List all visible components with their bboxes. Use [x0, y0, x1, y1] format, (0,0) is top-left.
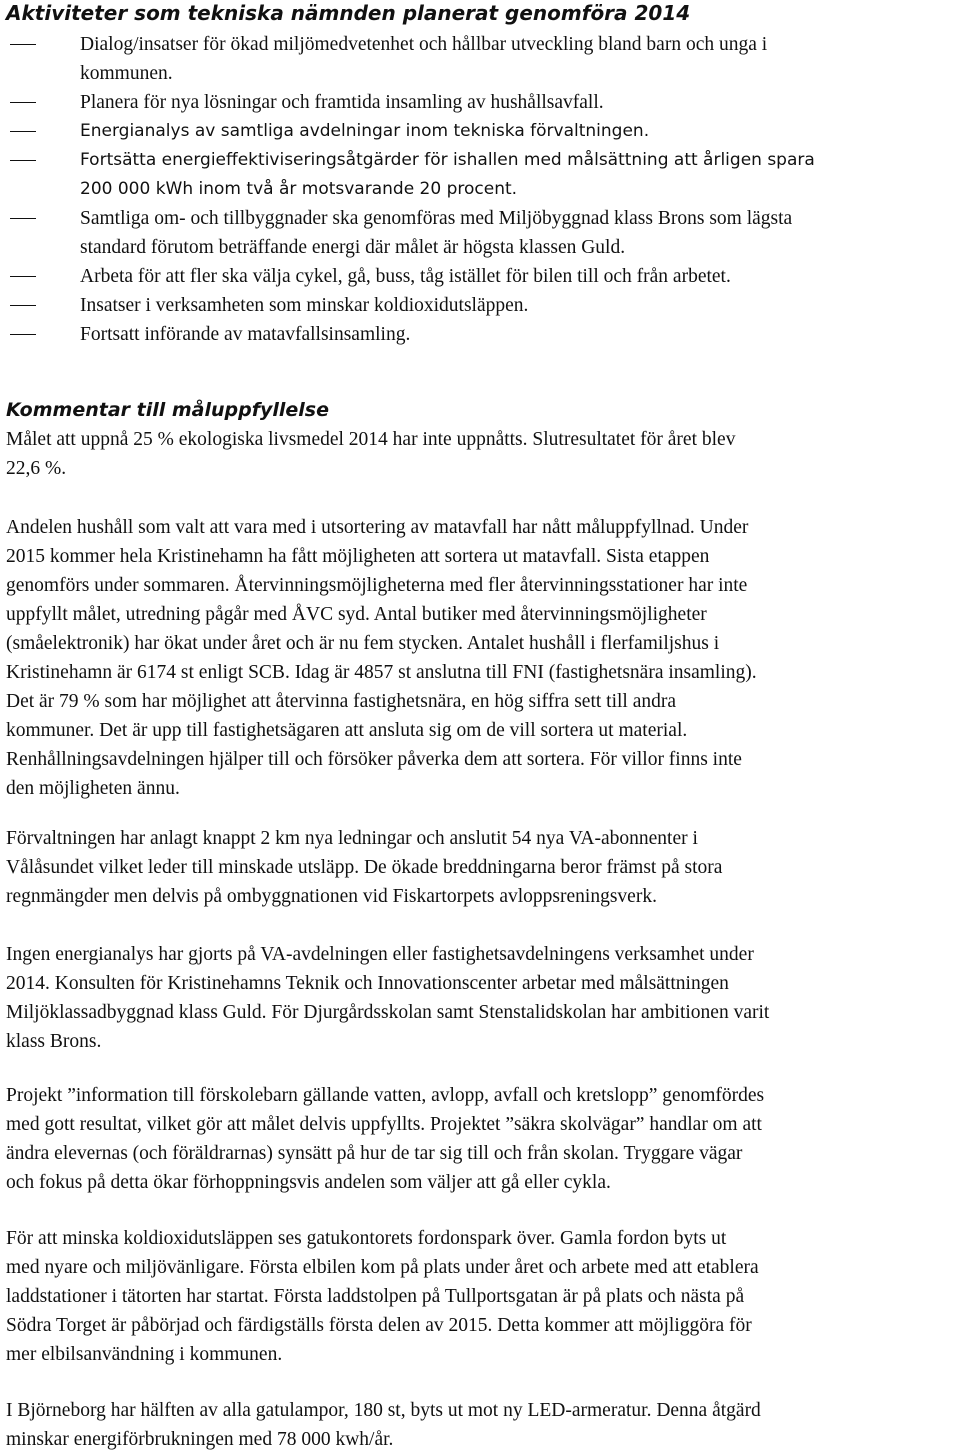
paragraph-line: Förvaltningen har anlagt knappt 2 km nya ledningar och anslutit 54 nya VA-abonnenter i [6, 828, 698, 849]
paragraph [6, 513, 960, 803]
paragraph-line: laddstationer i tätorten har startat. Första laddstolpen på Tullportsgatan är på plats och nästa på [6, 1286, 745, 1307]
dash-bullet-icon [10, 117, 50, 146]
paragraph-line: Andelen hushåll som valt att vara med i utsortering av matavfall har nått måluppfyllnad. Under [6, 517, 749, 538]
list-item [0, 117, 960, 146]
list-item-line: Fortsätta energieffektiviseringsåtgärder för ishallen med målsättning att årligen spara [80, 150, 815, 170]
dash-bullet-icon [10, 262, 50, 291]
paragraph-line: ändra elevernas (och föräldrarnas) synsätt på hur de tar sig till och från skolan. Tryggare vägar [6, 1143, 743, 1164]
list-item-line: Fortsatt införande av matavfallsinsamling. [80, 324, 411, 345]
paragraph-line: mer elbilsanvändning i kommunen. [6, 1344, 283, 1365]
list-item [0, 88, 960, 117]
list-item-line: Insatser i verksamheten som minskar koldioxidutsläppen. [80, 295, 529, 316]
paragraph-line: Vålåsundet vilket leder till minskade utsläpp. De ökade breddningarna beror främst på stora [6, 857, 723, 878]
paragraph [6, 1081, 960, 1197]
paragraph-line: För att minska koldioxidutsläppen ses gatukontorets fordonspark över. Gamla fordon byts ut [6, 1228, 727, 1249]
paragraph-line: uppfyllt målet, utredning pågår med ÅVC syd. Antal butiker med återvinningsmöjligheter [6, 604, 707, 625]
paragraph-line: I Björneborg har hälften av alla gatulampor, 180 st, byts ut mot ny LED-armeratur. Denna åtgärd [6, 1400, 761, 1421]
list-item [0, 146, 960, 204]
dash-bullet-icon [10, 88, 50, 117]
paragraph-line: genomförs under sommaren. Återvinningsmöjligheterna med fler återvinningsstationer har inte [6, 575, 748, 596]
section-heading-activities: Aktiviteter som tekniska nämnden planerat genomföra 2014 [6, 1, 691, 25]
paragraph-line: 2014. Konsulten för Kristinehamns Teknik och Innovationscenter arbetar med målsättningen [6, 973, 729, 994]
paragraph [6, 940, 960, 1056]
paragraph-line: (småelektronik) har ökat under året och är nu fem stycken. Antalet hushåll i flerfamiljshus i [6, 633, 720, 654]
list-item [0, 320, 960, 349]
paragraph [6, 824, 960, 911]
paragraph [6, 1396, 960, 1454]
paragraph-line: kommuner. Det är upp till fastighetsägaren att ansluta sig om de vill sortera ut material. [6, 720, 688, 741]
paragraph-line: regnmängder men delvis på ombyggnationen vid Fiskartorpets avloppsreningsverk. [6, 886, 657, 907]
list-item-line: Energianalys av samtliga avdelningar inom tekniska förvaltningen. [80, 121, 650, 141]
list-item [0, 30, 960, 88]
list-item-line: Arbeta för att fler ska välja cykel, gå, buss, tåg istället för bilen till och från arbetet. [80, 266, 731, 287]
paragraph-line: Projekt ”information till förskolebarn gällande vatten, avlopp, avfall och kretslopp” genomfördes [6, 1085, 765, 1106]
list-item-line: Planera för nya lösningar och framtida insamling av hushållsavfall. [80, 92, 604, 113]
list-item-line: Samtliga om- och tillbyggnader ska genomföras med Miljöbyggnad klass Brons som lägsta [80, 208, 793, 229]
paragraph [6, 1224, 960, 1369]
dash-bullet-icon [10, 291, 50, 320]
paragraph-line: 2015 kommer hela Kristinehamn ha fått möjligheten att sortera ut matavfall. Sista etappen [6, 546, 710, 567]
paragraph-line: Ingen energianalys har gjorts på VA-avdelningen eller fastighetsavdelningens verksamhet under [6, 944, 754, 965]
activity-list [0, 30, 960, 349]
paragraph-line: Målet att uppnå 25 % ekologiska livsmedel 2014 har inte uppnåtts. Slutresultatet för året blev [6, 429, 736, 450]
paragraph-line: den möjligheten ännu. [6, 778, 180, 799]
list-item [0, 291, 960, 320]
list-item-line: standard förutom beträffande energi där målet är högsta klassen Guld. [80, 237, 626, 258]
paragraph [6, 425, 960, 483]
paragraph-line: med nyare och miljövänligare. Första elbilen kom på plats under året och arbete med att etablera [6, 1257, 759, 1278]
paragraph-line: och fokus på detta ökar förhoppningsvis andelen som väljer att gå eller cykla. [6, 1172, 611, 1193]
paragraph-line: Miljöklassadbyggnad klass Guld. För Djurgårdsskolan samt Stenstalidskolan har ambitionen varit [6, 1002, 770, 1023]
paragraph-line: Södra Torget är påbörjad och färdigställs första delen av 2015. Detta kommer att möjliggöra för [6, 1315, 752, 1336]
section-heading-comment: Kommentar till måluppfyllelse [6, 399, 329, 421]
paragraph-line: med gott resultat, vilket gör att målet delvis uppfyllts. Projektet ”säkra skolvägar” handlar om att [6, 1114, 762, 1135]
list-item [0, 204, 960, 262]
dash-bullet-icon [10, 146, 50, 175]
paragraph-line: klass Brons. [6, 1031, 102, 1052]
dash-bullet-icon [10, 320, 50, 349]
list-item-line: 200 000 kWh inom två år motsvarande 20 procent. [80, 179, 518, 199]
paragraph-line: 22,6 %. [6, 458, 67, 479]
dash-bullet-icon [10, 30, 50, 59]
dash-bullet-icon [10, 204, 50, 233]
paragraph-line: Det är 79 % som har möjlighet att återvinna fastighetsnära, en hög siffra sett till andra [6, 691, 677, 712]
paragraph-line: Kristinehamn är 6174 st enligt SCB. Idag är 4857 st anslutna till FNI (fastighetsnära insamling). [6, 662, 757, 683]
list-item-line: kommunen. [80, 63, 173, 84]
list-item [0, 262, 960, 291]
paragraph-line: minskar energiförbrukningen med 78 000 kwh/år. [6, 1429, 394, 1450]
list-item-line: Dialog/insatser för ökad miljömedvetenhet och hållbar utveckling bland barn och unga i [80, 34, 768, 55]
paragraph-line: Renhållningsavdelningen hjälper till och försöker påverka dem att sortera. För villor finns inte [6, 749, 742, 770]
